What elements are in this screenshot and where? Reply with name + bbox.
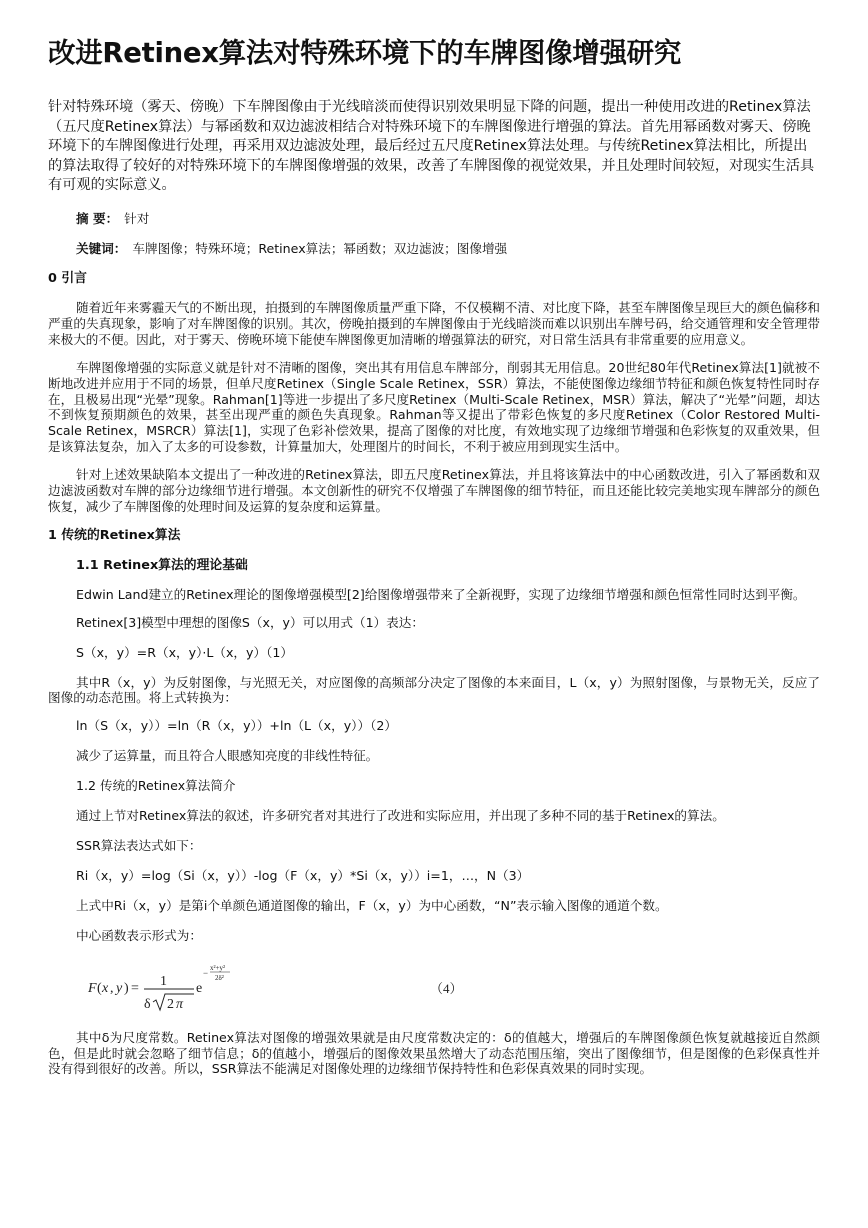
summary-label: 摘 要： (76, 210, 119, 226)
theory-paragraph-3: 其中R（x，y）为反射图像，与光照无关，对应图像的高频部分决定了图像的本来面目，L（x，y）为照射图像，与景物无关，反应了图像的动态范围。将上式转换为： (48, 674, 820, 706)
theory-paragraph-1: Edwin Land建立的Retinex理论的图像增强模型[2]给图像增强带来了全新视野，实现了边缘细节增强和颜色恒常性同时达到平衡。 (76, 586, 806, 602)
intro-paragraph-2: 车牌图像增强的实际意义就是针对不清晰的图像，突出其有用信息车牌部分，削弱其无用信息。20世纪80年代Retinex算法[1]就被不断地改进并应用于不同的场景，但单尺度Retinex（Single Scale Retinex，SSR）算法，不能使图像边缘细节特征和颜色恢复特性同时存在，且极易出现“光晕”现象。Rahman[1]等进一步提出了多尺度Retinex（Multi-Scale Retinex，MSR）算法，解决了“光晕”问题，却达不到恢复预期颜色的效果，甚至出现严重的颜色失真现象。Rahman等又提出了带彩色恢复的多尺度Retinex（Color Restored Multi-Scale Retinex，MSRCR）算法[1]，实现了色彩补偿效果，提高了图像的对比度，有效地实现了边缘细节增强和色彩恢复的双重效果，但是该算法复杂，加入了太多的可设参数，计算量加大，处理图片的时间长，不利于被应用到现实生活中。 (48, 359, 820, 455)
keywords-value: 车牌图像；特殊环境；Retinex算法；幂函数；双边滤波；图像增强 (132, 240, 508, 256)
svg-text:y: y (116, 980, 123, 996)
scale-constant-paragraph: 其中δ为尺度常数。Retinex算法对图像的增强效果就是由尺度常数决定的：δ的值越大，增强后的车牌图像颜色恢复就越接近自然颜色，但是此时就会忽略了细节信息；δ的值越小，增强后的图像效果虽然增大了动态范围压缩，突出了图像细节，但是图像的色彩保真性并没有得到很好的改善。所以，SSR算法不能满足对图像处理的边缘细节保持特性和色彩保真效果的同时实现。 (48, 1029, 820, 1077)
intro-section-paragraph-5: 通过上节对Retinex算法的叙述，许多研究者对其进行了改进和实际应用，并出现了多种不同的基于Retinex的算法。 (76, 808, 725, 824)
ssr-expression-label: SSR算法表达式如下： (76, 838, 202, 853)
section-heading-traditional-retinex: 1 传统的Retinex算法 (48, 527, 181, 543)
svg-text:1: 1 (160, 973, 167, 989)
svg-text:,: , (110, 980, 114, 996)
keywords-line (48, 240, 820, 258)
svg-text:π: π (176, 996, 184, 1012)
intro-paragraph-1: 随着近年来雾霾天气的不断出现，拍摄到的车牌图像质量严重下降，不仅模糊不清、对比度下降，甚至车牌图像呈现巨大的颜色偏移和严重的失真现象，影响了对车牌图像的识别。其次，傍晚拍摄到的车牌图像由于光线暗淡而难以识别出车牌号码，给交通管理和安全管理带来极大的不便。因此，对于雾天、傍晚环境下能使车牌图像更加清晰的增强算法的研究，对日常生活具有非常重要的应用意义。 (48, 299, 820, 347)
theory-paragraph-4: 减少了运算量，而且符合人眼感知亮度的非线性特征。 (76, 748, 379, 764)
svg-text:e: e (196, 980, 203, 996)
svg-text:(: ( (97, 980, 102, 996)
section-heading-introduction: 0 引言 (48, 270, 87, 286)
equation-4-number: （4） (430, 980, 463, 996)
paper-page (48, 34, 820, 1089)
subsection-heading-intro: 1.2 传统的Retinex算法简介 (76, 778, 236, 794)
keywords-label: 关键词： (76, 240, 127, 256)
equation-1: S（x，y）=R（x，y）·L（x，y）（1） (76, 644, 293, 660)
svg-text:2: 2 (167, 996, 174, 1012)
svg-text:−: − (203, 967, 209, 978)
svg-text:=: = (131, 980, 139, 996)
equation-2: ln（S（x，y））=ln（R（x，y））+ln（L（x，y））（2） (76, 718, 397, 734)
equation-4 (48, 958, 820, 1014)
svg-text:x: x (102, 980, 109, 996)
summary-value: 针对 (124, 210, 150, 226)
svg-text:2δ²: 2δ² (215, 973, 224, 982)
subsection-heading-theory: 1.1 Retinex算法的理论基础 (76, 557, 248, 573)
abstract-paragraph: 针对特殊环境（雾天、傍晚）下车牌图像由于光线暗淡而使得识别效果明显下降的问题，提出一种使用改进的Retinex算法（五尺度Retinex算法）与幂函数和双边滤波相结合对特殊环境下的车牌图像进行增强的算法。首先用幂函数对雾天、傍晚环境下的车牌图像进行处理，再采用双边滤波处理，最后经过五尺度Retinex算法处理。与传统Retinex算法相比，所提出的算法取得了较好的对特殊环境下的车牌图像增强的效果，改善了车牌图像的视觉效果，并且处理时间较短，对现实生活具有可观的实际意义。 (48, 99, 815, 194)
svg-text:x²+y²: x²+y² (210, 963, 226, 972)
ssr-explanation: 上式中Ri（x，y）是第i个单颜色通道图像的输出，F（x，y）为中心函数，“N”表示输入图像的通道个数。 (76, 897, 668, 913)
center-function-label: 中心函数表示形式为： (76, 927, 202, 943)
svg-text:δ: δ (144, 996, 151, 1012)
equation-3: Ri（x，y）=log（Si（x，y））-log（F（x，y）*Si（x，y））i=1，…，N（3） (76, 867, 530, 883)
svg-text:): ) (124, 980, 129, 996)
paper-title: 改进Retinex算法对特殊环境下的车牌图像增强研究 (48, 37, 682, 69)
intro-paragraph-3: 针对上述效果缺陷本文提出了一种改进的Retinex算法，即五尺度Retinex算法，并且将该算法中的中心函数改进，引入了幂函数和双边滤波函数对车牌的部分边缘细节进行增强。本文创新性的研究不仅增强了车牌图像的细节特征，而且还能比较完美地实现车牌部分的颜色恢复，减少了车牌图像的处理时间及运算的复杂度和运算量。 (48, 467, 820, 514)
theory-paragraph-2: Retinex[3]模型中理想的图像S（x，y）可以用式（1）表达： (76, 614, 424, 630)
equation-4-formula-image (84, 958, 304, 1014)
svg-text:F: F (88, 980, 97, 996)
summary-line (48, 210, 820, 228)
